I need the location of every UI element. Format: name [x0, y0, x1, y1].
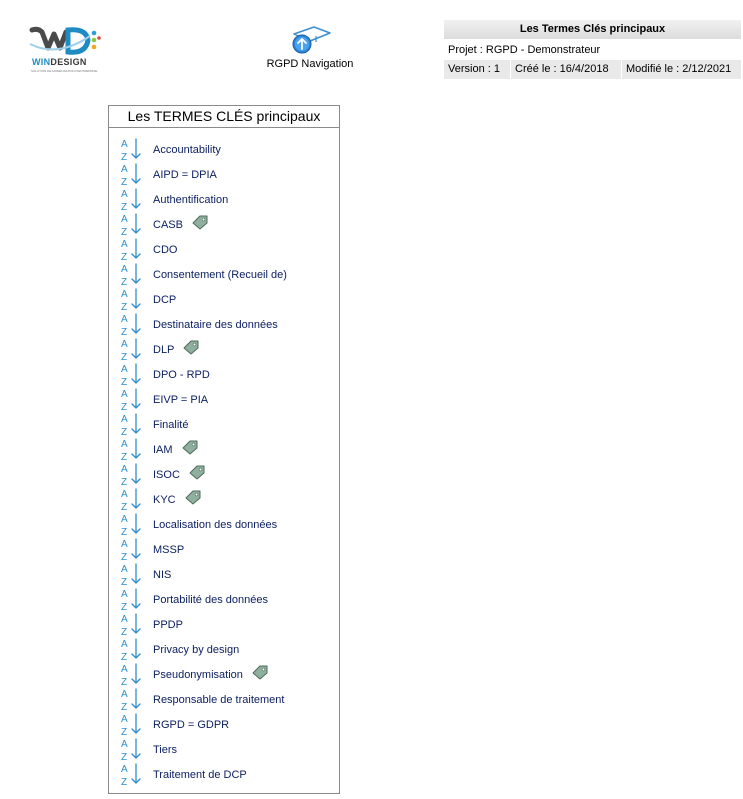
- term-item[interactable]: [109, 436, 339, 461]
- sort-az-icon: [120, 137, 144, 161]
- modified-date: Modifié le : 2/12/2021: [621, 60, 741, 79]
- term-label[interactable]: NIS: [153, 569, 172, 581]
- svg-text:Z: Z: [121, 177, 128, 186]
- sort-az-icon: [120, 412, 144, 436]
- term-label[interactable]: AIPD = DPIA: [153, 169, 217, 181]
- term-label[interactable]: Accountability: [153, 144, 221, 156]
- svg-text:Z: Z: [121, 352, 128, 361]
- svg-text:A: A: [121, 639, 128, 650]
- term-label[interactable]: DLP: [153, 344, 175, 356]
- svg-text:A: A: [121, 539, 128, 550]
- svg-text:A: A: [121, 289, 128, 300]
- svg-text:Z: Z: [121, 702, 128, 711]
- document-meta-row: [444, 60, 741, 79]
- svg-text:Z: Z: [121, 327, 128, 336]
- svg-text:Z: Z: [121, 602, 128, 611]
- term-item[interactable]: [109, 736, 339, 761]
- svg-text:A: A: [121, 139, 128, 150]
- svg-text:Z: Z: [121, 777, 128, 786]
- sort-az-icon: [120, 312, 144, 336]
- svg-text:Z: Z: [121, 527, 128, 536]
- windesign-logo: [28, 24, 102, 78]
- term-item[interactable]: [109, 711, 339, 736]
- sort-az-icon: [120, 387, 144, 411]
- created-date: Créé le : 16/4/2018: [510, 60, 621, 79]
- term-item[interactable]: [109, 536, 339, 561]
- svg-text:A: A: [121, 189, 128, 200]
- svg-text:Z: Z: [121, 652, 128, 661]
- svg-text:Z: Z: [121, 227, 128, 236]
- svg-text:Z: Z: [121, 727, 128, 736]
- term-item[interactable]: [109, 161, 339, 186]
- sort-az-icon: [120, 212, 144, 236]
- term-label[interactable]: Destinataire des données: [153, 319, 278, 331]
- sort-az-icon: [120, 462, 144, 486]
- rgpd-navigation-button[interactable]: [255, 24, 365, 70]
- sort-az-icon: [120, 187, 144, 211]
- term-item[interactable]: [109, 561, 339, 586]
- sort-az-icon: [120, 587, 144, 611]
- sort-az-icon: [120, 337, 144, 361]
- svg-text:A: A: [121, 564, 128, 575]
- term-item[interactable]: [109, 286, 339, 311]
- tag-icon: [191, 214, 209, 230]
- term-label[interactable]: Portabilité des données: [153, 594, 268, 606]
- svg-text:Z: Z: [121, 377, 128, 386]
- svg-text:A: A: [121, 314, 128, 325]
- term-label[interactable]: RGPD = GDPR: [153, 719, 230, 731]
- svg-text:Z: Z: [121, 752, 128, 761]
- document-title: Les Termes Clés principaux: [444, 20, 741, 40]
- svg-text:A: A: [121, 214, 128, 225]
- term-item[interactable]: [109, 236, 339, 261]
- term-label[interactable]: Privacy by design: [153, 644, 240, 656]
- sort-az-icon: [120, 487, 144, 511]
- term-item[interactable]: [109, 336, 339, 361]
- svg-text:Z: Z: [121, 552, 128, 561]
- svg-text:A: A: [121, 414, 128, 425]
- term-label[interactable]: MSSP: [153, 544, 185, 556]
- term-label[interactable]: EIVP = PIA: [153, 394, 209, 406]
- term-label[interactable]: Consentement (Recueil de): [153, 269, 287, 281]
- term-item[interactable]: [109, 586, 339, 611]
- tag-icon: [251, 664, 269, 680]
- term-label[interactable]: PPDP: [153, 619, 183, 631]
- svg-text:A: A: [121, 764, 128, 775]
- svg-text:A: A: [121, 714, 128, 725]
- term-label[interactable]: Responsable de traitement: [153, 694, 285, 706]
- term-item[interactable]: [109, 386, 339, 411]
- key-terms-panel-title: Les TERMES CLÉS principaux: [109, 106, 339, 128]
- term-label[interactable]: DPO - RPD: [153, 369, 210, 381]
- svg-text:A: A: [121, 339, 128, 350]
- sort-az-icon: [120, 287, 144, 311]
- svg-text:A: A: [121, 589, 128, 600]
- svg-text:Z: Z: [121, 202, 128, 211]
- sort-az-icon: [120, 637, 144, 661]
- rgpd-navigation-label[interactable]: RGPD Navigation: [266, 58, 354, 70]
- term-item[interactable]: [109, 261, 339, 286]
- term-item[interactable]: [109, 411, 339, 436]
- key-terms-panel: [108, 105, 340, 794]
- term-item[interactable]: [109, 686, 339, 711]
- document-info-table: [444, 20, 741, 79]
- svg-text:A: A: [121, 264, 128, 275]
- sort-az-icon: [120, 737, 144, 761]
- term-label[interactable]: CASB: [153, 219, 183, 231]
- sort-az-icon: [120, 562, 144, 586]
- svg-text:Z: Z: [121, 577, 128, 586]
- term-label[interactable]: Tiers: [153, 744, 178, 756]
- term-item[interactable]: [109, 661, 339, 686]
- windesign-logo-mark: [28, 24, 102, 58]
- svg-text:Z: Z: [121, 502, 128, 511]
- sort-az-icon: [120, 512, 144, 536]
- term-item[interactable]: [109, 311, 339, 336]
- version-value: Version : 1: [448, 63, 500, 75]
- term-item[interactable]: [109, 461, 339, 486]
- term-label[interactable]: ISOC: [153, 469, 180, 481]
- sort-az-icon: [120, 687, 144, 711]
- svg-text:Z: Z: [121, 252, 128, 261]
- svg-text:Z: Z: [121, 452, 128, 461]
- svg-text:Z: Z: [121, 627, 128, 636]
- sort-az-icon: [120, 537, 144, 561]
- tag-icon: [182, 339, 200, 355]
- tag-icon: [188, 464, 206, 480]
- term-label[interactable]: Finalité: [153, 419, 189, 431]
- term-label[interactable]: IAM: [153, 444, 173, 456]
- svg-text:Z: Z: [121, 302, 128, 311]
- svg-text:Z: Z: [121, 677, 128, 686]
- term-item[interactable]: [109, 486, 339, 511]
- term-label[interactable]: Authentification: [153, 194, 229, 206]
- svg-text:A: A: [121, 239, 128, 250]
- key-terms-list: [109, 136, 339, 786]
- term-label[interactable]: Pseudonymisation: [153, 669, 243, 681]
- term-item[interactable]: [109, 636, 339, 661]
- sort-az-icon: [120, 612, 144, 636]
- svg-text:A: A: [121, 364, 128, 375]
- term-item[interactable]: [109, 211, 339, 236]
- term-item[interactable]: [109, 611, 339, 636]
- sort-az-icon: [120, 762, 144, 786]
- svg-text:Z: Z: [121, 152, 128, 161]
- logo-win-text: WIN: [32, 57, 51, 67]
- graduation-cap-up-arrow-icon[interactable]: [288, 24, 332, 56]
- term-item[interactable]: [109, 136, 339, 161]
- tag-icon: [181, 439, 199, 455]
- term-item[interactable]: [109, 761, 339, 786]
- svg-text:Z: Z: [121, 277, 128, 286]
- term-label[interactable]: CDO: [153, 244, 178, 256]
- term-label[interactable]: DCP: [153, 294, 177, 306]
- svg-text:A: A: [121, 514, 128, 525]
- sort-az-icon: [120, 237, 144, 261]
- term-label[interactable]: KYC: [153, 494, 176, 506]
- svg-text:A: A: [121, 389, 128, 400]
- project-name: Projet : RGPD - Demonstrateur: [444, 40, 741, 60]
- term-item[interactable]: [109, 361, 339, 386]
- sort-az-icon: [120, 712, 144, 736]
- svg-text:Z: Z: [121, 402, 128, 411]
- svg-text:A: A: [121, 614, 128, 625]
- term-item[interactable]: [109, 186, 339, 211]
- svg-text:Z: Z: [121, 427, 128, 436]
- svg-text:A: A: [121, 464, 128, 475]
- svg-text:A: A: [121, 689, 128, 700]
- logo-design-text: DESIGN: [50, 57, 87, 67]
- sort-az-icon: [120, 662, 144, 686]
- logo-wordmark: [32, 57, 87, 67]
- svg-text:Z: Z: [121, 477, 128, 486]
- logo-tagline: SOLUTION DE MODÉLISATION D'ENTREPRISE: [31, 69, 98, 73]
- svg-text:A: A: [121, 164, 128, 175]
- sort-az-icon: [120, 362, 144, 386]
- svg-text:A: A: [121, 664, 128, 675]
- sort-az-icon: [120, 262, 144, 286]
- sort-az-icon: [120, 162, 144, 186]
- tag-icon: [184, 489, 202, 505]
- term-item[interactable]: [109, 511, 339, 536]
- sort-az-icon: [120, 437, 144, 461]
- svg-text:A: A: [121, 739, 128, 750]
- term-label[interactable]: Traitement de DCP: [153, 769, 247, 781]
- svg-text:A: A: [121, 439, 128, 450]
- term-label[interactable]: Localisation des données: [153, 519, 278, 531]
- svg-text:A: A: [121, 489, 128, 500]
